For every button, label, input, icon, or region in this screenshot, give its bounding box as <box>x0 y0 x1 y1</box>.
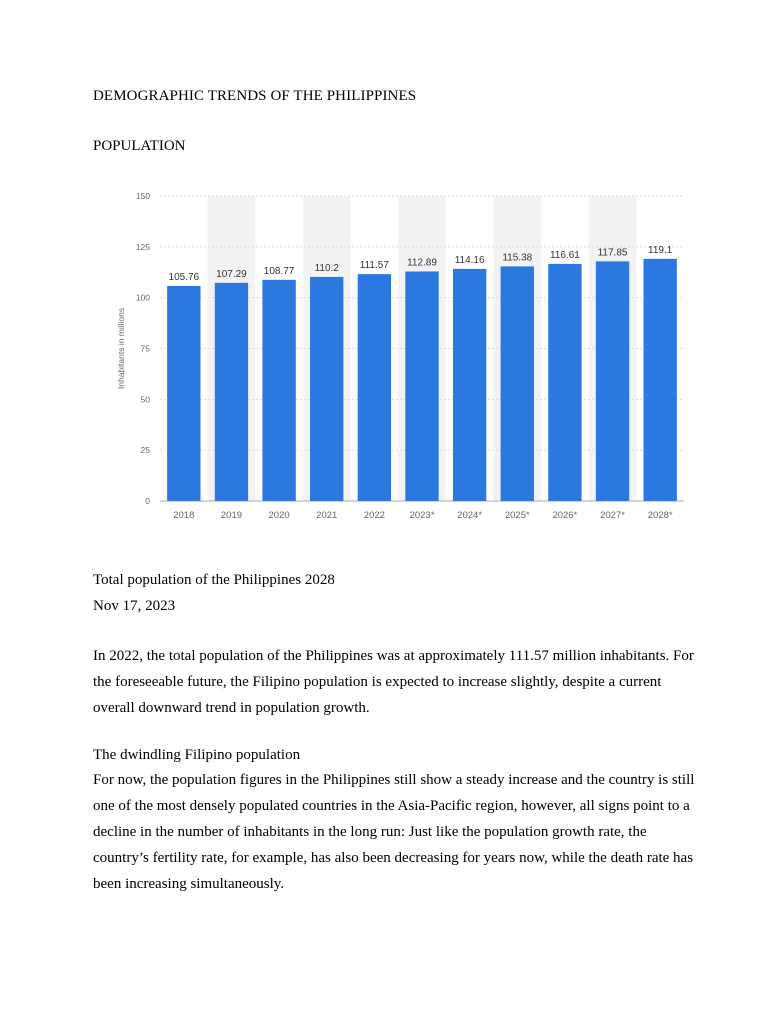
y-tick-label-100: 100 <box>135 292 150 303</box>
x-tick-label-2024*: 2024* <box>457 510 483 521</box>
population-bar-chart <box>110 172 696 530</box>
chart-caption: Total population of the Philippines 2028 <box>93 572 335 588</box>
x-tick-label-2028*: 2028* <box>647 510 673 521</box>
dwindling-population-heading: The dwindling Filipino population <box>93 747 301 763</box>
chart-svg <box>110 172 696 530</box>
bar-2020 <box>262 280 295 501</box>
bar-2026* <box>548 264 581 501</box>
value-label-2023*: 112.89 <box>407 257 437 269</box>
bar-2022 <box>358 274 391 501</box>
value-label-2019: 107.29 <box>216 268 247 280</box>
bar-2018 <box>167 286 200 501</box>
y-tick-label-50: 50 <box>140 394 150 405</box>
value-label-2024*: 114.16 <box>454 254 485 266</box>
value-label-2018: 105.76 <box>168 271 200 283</box>
x-tick-label-2022: 2022 <box>363 510 385 521</box>
x-tick-label-2019: 2019 <box>220 510 243 521</box>
bar-2024* <box>453 269 486 501</box>
x-tick-label-2021: 2021 <box>316 510 338 521</box>
bar-2023* <box>405 271 438 501</box>
value-label-2026*: 116.61 <box>549 249 580 261</box>
section-heading-population: POPULATION <box>93 138 186 154</box>
value-label-2027*: 117.85 <box>597 247 628 259</box>
dwindling-population-paragraph: For now, the population figures in the Philippines still show a steady increase and the country is still one of the most densely populated countries in the Asia-Pacific region, however, all signs point to a decline in the number of inhabitants in the long run: Just like the population growth rate, the country’s fertility rate, for example, has also been decreasing for years now, while the death rate has been increasing simultaneously. <box>93 772 695 892</box>
y-tick-label-125: 125 <box>135 241 150 252</box>
bar-2027* <box>596 261 629 501</box>
bar-2021 <box>310 277 343 501</box>
publication-date: Nov 17, 2023 <box>93 598 176 614</box>
y-tick-label-25: 25 <box>140 445 150 456</box>
intro-paragraph: In 2022, the total population of the Philippines was at approximately 111.57 million inhabitants. For the foreseeable future, the Filipino population is expected to increase slightly, despite a current overall downward trend in population growth. <box>93 648 694 716</box>
bar-2028* <box>644 259 677 501</box>
bar-2019 <box>215 283 248 501</box>
value-label-2025*: 115.38 <box>502 252 533 264</box>
x-tick-label-2025*: 2025* <box>504 510 530 521</box>
y-tick-label-75: 75 <box>140 343 150 354</box>
y-tick-label-0: 0 <box>145 496 150 506</box>
bar-2025* <box>501 266 534 501</box>
value-label-2020: 108.77 <box>263 265 295 277</box>
value-label-2028*: 119.1 <box>648 244 673 256</box>
document-title: DEMOGRAPHIC TRENDS OF THE PHILIPPINES <box>93 88 417 104</box>
y-axis-label: Inhabitants in millions <box>116 307 126 390</box>
x-tick-label-2018: 2018 <box>173 510 195 521</box>
x-tick-label-2027*: 2027* <box>600 510 625 521</box>
value-label-2022: 111.57 <box>359 260 389 272</box>
x-tick-label-2020: 2020 <box>268 510 290 521</box>
x-tick-label-2023*: 2023* <box>409 510 435 521</box>
x-tick-label-2026*: 2026* <box>552 510 578 521</box>
y-tick-label-150: 150 <box>135 191 150 201</box>
value-label-2021: 110.2 <box>314 262 339 274</box>
